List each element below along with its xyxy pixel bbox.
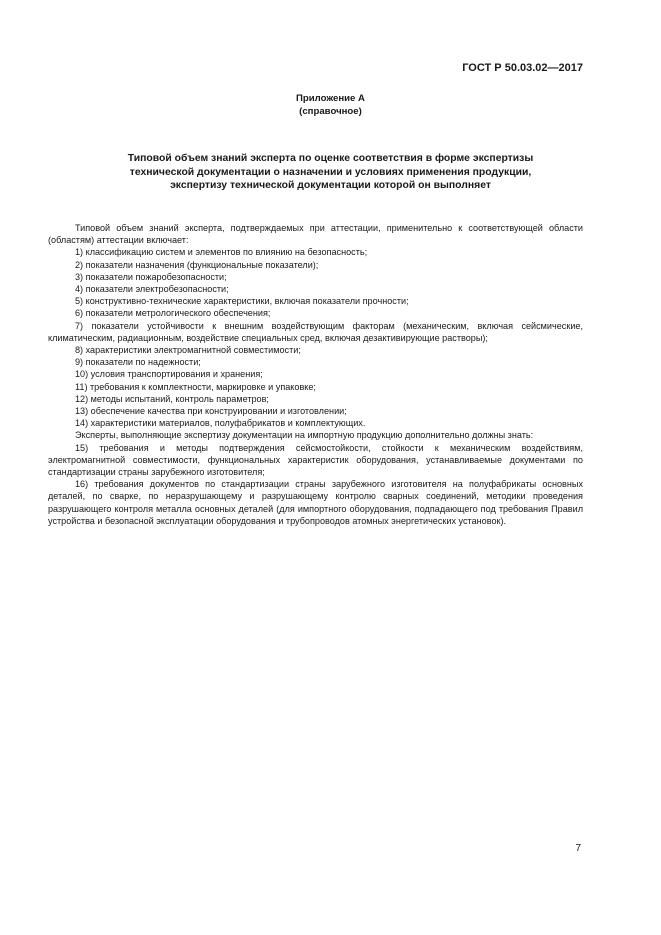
- list-item: 4) показатели электробезопасности;: [75, 284, 229, 295]
- list-item: 9) показатели по надежности;: [75, 357, 201, 368]
- list-item: 2) показатели назначения (функциональные показатели);: [75, 259, 319, 270]
- list-item: 14) характеристики материалов, полуфабрикатов и комплектующих.: [75, 418, 366, 429]
- appendix-label: Приложение А: [296, 93, 365, 104]
- list-item: 15) требования и методы подтверждения сейсмостойкости, стойкости к механическим воздействиям, электромагнитной совместимости, функциональных характеристик оборудования, устанавливаемые документами по стандартизации страны зарубежного изготовителя;: [48, 442, 583, 478]
- list-item: 6) показатели метрологического обеспечения;: [75, 308, 271, 319]
- title-line-2: технической документации о назначении и условиях применения продукции,: [129, 166, 532, 178]
- list-item: 13) обеспечение качества при конструировании и изготовлении;: [75, 406, 347, 417]
- list-item: 11) требования к комплектности, маркировке и упаковке;: [75, 381, 316, 392]
- appendix-note: (справочное): [299, 106, 362, 117]
- list-item: 12) методы испытаний, контроль параметров;: [75, 393, 269, 404]
- list-item: 10) условия транспортирования и хранения;: [75, 369, 263, 380]
- title-line-1: Типовой объем знаний эксперта по оценке соответствия в форме экспертизы: [127, 153, 534, 164]
- appendix-title: [60, 152, 601, 193]
- list-item: 3) показатели пожаробезопасности;: [75, 271, 227, 282]
- appendix-heading: [0, 92, 661, 118]
- list-item: 16) требования документов по стандартизации страны зарубежного изготовителя на полуфабрикаты основных деталей, по сварке, по неразрушающему и разрушающему контролю сварных соединений, методики проведения разрушающего контроля металла основных деталей (для импортного оборудования, подпадающего под требования Правил устройства и безопасной эксплуатации оборудования и трубопроводов атомных энергетических установок).: [48, 479, 583, 526]
- page-number: 7: [575, 843, 581, 854]
- list-item: 8) характеристики электромагнитной совместимости;: [75, 345, 301, 356]
- list-item: 5) конструктивно-технические характеристики, включая показатели прочности;: [75, 296, 409, 307]
- document-code: ГОСТ Р 50.03.02—2017: [462, 62, 583, 74]
- list-item: 1) классификацию систем и элементов по влиянию на безопасность;: [75, 247, 368, 258]
- paragraph: Эксперты, выполняющие экспертизу документации на импортную продукцию дополнительно должны знать:: [75, 430, 534, 441]
- title-line-3: экспертизу технической документации которой он выполняет: [170, 180, 491, 191]
- list-item: 7) показатели устойчивости к внешним воздействующим факторам (механическим, включая сейсмические, климатическим, радиационным, воздействие специальных сред, включая дезактивирующие растворы);: [48, 320, 583, 343]
- body-text: [48, 222, 583, 527]
- paragraph: Типовой объем знаний эксперта, подтверждаемых при аттестации, применительно к соответствующей области (областям) аттестации включает:: [48, 223, 583, 246]
